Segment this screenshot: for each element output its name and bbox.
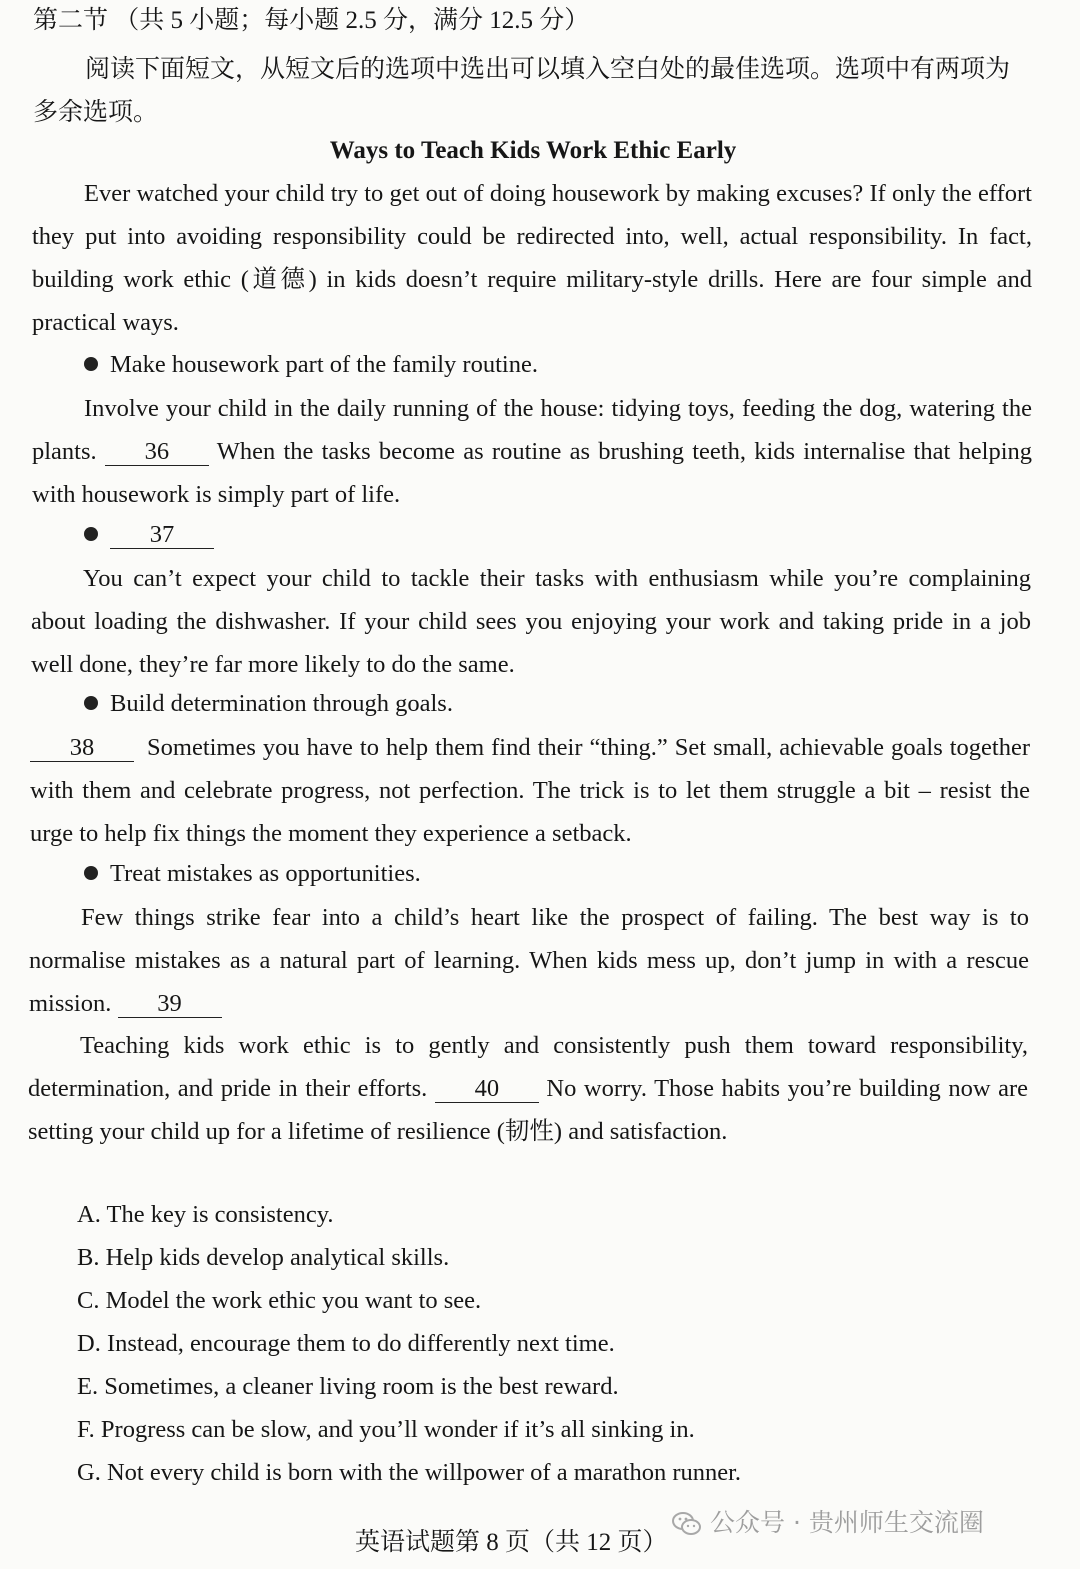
bullet-dot-icon [84, 696, 98, 710]
answer-blank-38[interactable]: 38 [30, 735, 134, 762]
option-f[interactable]: F. Progress can be slow, and you’ll wonder if it’s all sinking in. [77, 1416, 695, 1443]
option-g[interactable]: G. Not every child is born with the willpower of a marathon runner. [77, 1459, 742, 1486]
wechat-icon [672, 1511, 702, 1546]
section-header: 第二节 （共 5 小题；每小题 2.5 分，满分 12.5 分） [33, 7, 590, 34]
answer-blank-40[interactable]: 40 [435, 1076, 539, 1103]
option-a[interactable]: A. The key is consistency. [77, 1201, 334, 1228]
passage-title: Ways to Teach Kids Work Ethic Early [329, 137, 737, 164]
paragraph-4 [29, 896, 1029, 1025]
bullet-dot-icon [84, 527, 98, 541]
paragraph-text: Sometimes you have to help them find their “thing.” Set small, achievable goals together with them and celebrate progress, not perfection. The trick is to let them struggle a bit – resist the urge to help fix things the moment they experience a setback. [30, 734, 1031, 847]
bullet-dot-icon [84, 866, 98, 880]
bullet-heading-2 [84, 518, 214, 552]
option-e[interactable]: E. Sometimes, a cleaner living room is the best reward. [77, 1373, 619, 1400]
instructions: 阅读下面短文，从短文后的选项中选出可以填入空白处的最佳选项。选项中有两项为多余选项。 [33, 56, 1011, 126]
option-d[interactable]: D. Instead, encourage them to do differently next time. [77, 1330, 615, 1357]
paragraph-text: Involve your child in the daily running of the house: tidying toys, feeding the dog, watering the plants. [32, 395, 1032, 465]
paragraph-1 [32, 387, 1032, 516]
page-footer: 英语试题第 8 页（共 12 页） [355, 1529, 668, 1556]
paragraph-text: When the tasks become as routine as brushing teeth, kids internalise that helping with housework is simply part of life. [32, 438, 1033, 508]
option-b[interactable]: B. Help kids develop analytical skills. [77, 1244, 450, 1271]
heading-text: Make housework part of the family routine. [110, 351, 538, 378]
intro-paragraph: Ever watched your child try to get out of doing housework by making excuses? If only the effort they put into avoiding responsibility could be redirected into, well, actual responsibility. In fact, building work ethic (道德) in kids doesn’t require military-style drills. Here are four simple and practical ways. [32, 180, 1032, 336]
bullet-dot-icon [84, 357, 98, 371]
paragraph-2: You can’t expect your child to tackle their tasks with enthusiasm while you’re complaining about loading the dishwasher. If your child sees you enjoying your work and taking pride in a job well done, they’re far more likely to do the same. [31, 565, 1031, 678]
paragraph-5 [28, 1024, 1028, 1153]
paragraph-3 [30, 726, 1030, 855]
watermark-text: 公众号 · 贵州师生交流圈 [710, 1508, 984, 1537]
bullet-heading-3 [84, 687, 453, 721]
watermark [672, 1506, 984, 1546]
heading-text: Treat mistakes as opportunities. [110, 860, 421, 887]
bullet-heading-1 [84, 348, 538, 382]
option-c[interactable]: C. Model the work ethic you want to see. [77, 1287, 482, 1314]
paragraph-text: Teaching kids work ethic is to gently and consistently push them toward responsibility, determination, and pride in their efforts. [28, 1032, 1028, 1102]
paragraph-text: No worry. Those habits you’re building now are setting your child up for a lifetime of resilience (韧性) and satisfaction. [28, 1075, 1029, 1145]
answer-blank-39[interactable]: 39 [118, 991, 222, 1018]
bullet-heading-4 [84, 857, 421, 891]
answer-blank-37[interactable]: 37 [110, 522, 214, 549]
heading-text: Build determination through goals. [110, 690, 453, 717]
answer-blank-36[interactable]: 36 [105, 439, 209, 466]
paragraph-text: Few things strike fear into a child’s heart like the prospect of failing. The best way is to normalise mistakes as a natural part of learning. When kids mess up, don’t jump in with a rescue mission. [29, 904, 1029, 1017]
